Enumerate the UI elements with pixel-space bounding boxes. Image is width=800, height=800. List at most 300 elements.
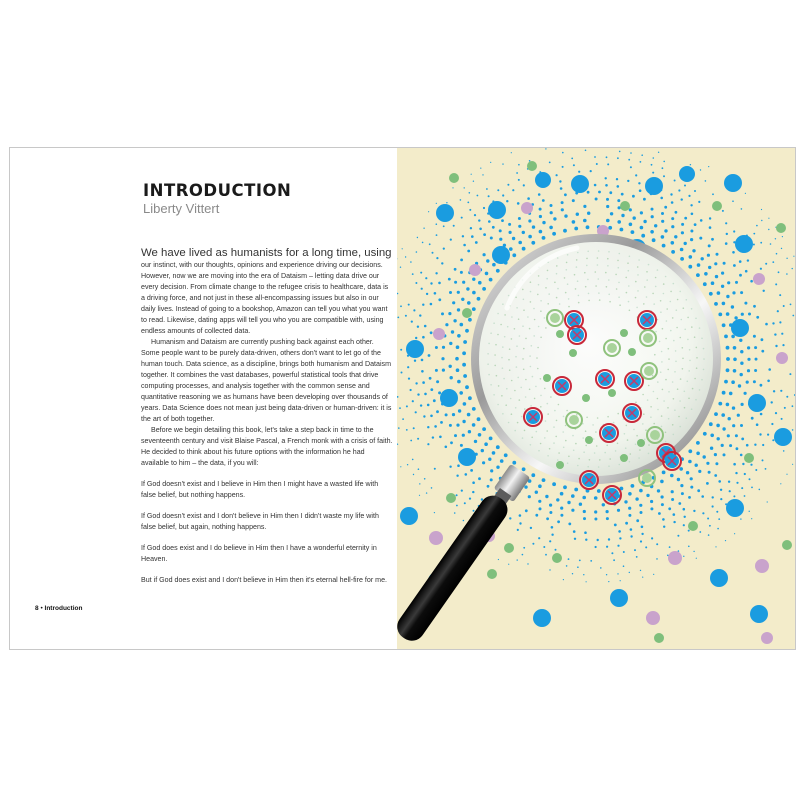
scatter-dot (750, 605, 768, 623)
halo-dot (640, 211, 643, 214)
halo-dot (695, 464, 698, 467)
wager-3: If God does exist and I do believe in Him then I have a wonderful eternity in Heaven. (141, 544, 377, 563)
lens-pattern-dot (675, 350, 677, 352)
halo-dot (488, 458, 491, 461)
halo-dot (482, 461, 485, 464)
halo-dot (400, 267, 401, 268)
halo-dot (641, 154, 643, 156)
lens-pattern-dot (608, 294, 610, 296)
lens-pattern-dot (676, 309, 678, 311)
halo-dot (572, 199, 575, 202)
halo-dot (735, 434, 738, 437)
halo-dot (461, 298, 464, 301)
halo-dot (643, 220, 646, 223)
halo-dot (441, 357, 444, 360)
halo-dot (629, 223, 633, 227)
halo-dot (761, 338, 764, 341)
lens-pattern-dot (595, 285, 597, 287)
lens-pattern-dot (619, 304, 621, 306)
lens-pattern-dot (615, 450, 617, 452)
lens-pattern-dot (587, 466, 589, 468)
lens-pattern-dot (666, 308, 668, 310)
halo-dot (747, 358, 750, 361)
green-point (556, 330, 564, 338)
halo-dot (492, 263, 496, 267)
lens-pattern-dot (522, 358, 524, 360)
halo-dot (608, 538, 610, 540)
lens-pattern-dot (679, 426, 681, 428)
halo-dot (688, 265, 692, 269)
lens-pattern-dot (630, 453, 632, 455)
lens-pattern-dot (701, 379, 703, 381)
lens-pattern-dot (547, 403, 549, 405)
lens-pattern-dot (565, 440, 567, 442)
halo-dot (415, 282, 417, 284)
halo-dot (549, 162, 551, 164)
lens-pattern-dot (530, 366, 532, 368)
halo-dot (740, 518, 741, 519)
halo-dot (594, 496, 598, 500)
paragraph-2: Humanism and Dataism are currently pushing back against each other. Some people want to be purely data-driven, others don't want to let go of the human touch. Data science, as a discipline, brings both humanism and Dataism together. It combines the vast databases, powerful statistical tools that drive computing processes, and analysis together with the common sense and quantitative reasoning we as humans have been developing over thousands of years. Data Science does not mean just being data-driven or human-driven: it is the art of both together. (141, 338, 392, 423)
halo-dot (663, 175, 665, 177)
halo-dot (430, 303, 433, 306)
lens-pattern-dot (682, 368, 684, 370)
halo-dot (483, 233, 486, 236)
halo-dot (471, 174, 472, 175)
lens-glass (479, 242, 713, 476)
halo-dot (631, 484, 635, 488)
halo-dot (708, 471, 711, 474)
lens-pattern-dot (540, 395, 542, 397)
halo-dot (606, 198, 609, 201)
halo-dot (704, 272, 708, 276)
lens-pattern-dot (563, 416, 565, 418)
lens-pattern-dot (585, 445, 587, 447)
halo-dot (574, 488, 578, 492)
lens-pattern-dot (508, 295, 510, 297)
halo-dot (535, 514, 538, 517)
lens-pattern-dot (523, 299, 525, 301)
lens-pattern-dot (673, 340, 675, 342)
lens-pattern-dot (686, 417, 688, 419)
halo-dot (427, 426, 429, 428)
halo-dot (398, 427, 400, 429)
halo-dot (700, 219, 703, 222)
halo-dot (617, 509, 620, 512)
scatter-dot (712, 201, 722, 211)
halo-dot (780, 390, 782, 392)
halo-dot (714, 262, 717, 265)
lens-pattern-dot (703, 358, 705, 360)
halo-dot (457, 308, 460, 311)
lens-pattern-dot (628, 285, 630, 287)
halo-dot (696, 441, 700, 445)
halo-dot (507, 184, 509, 186)
halo-dot (572, 220, 576, 224)
green-point (642, 473, 652, 483)
lens-pattern-dot (674, 371, 676, 373)
halo-dot (651, 215, 654, 218)
halo-dot (629, 208, 632, 211)
halo-dot (574, 538, 576, 540)
halo-dot (449, 342, 452, 345)
halo-dot (660, 197, 663, 200)
halo-dot (684, 185, 686, 187)
halo-dot (723, 453, 726, 456)
green-point (543, 374, 551, 382)
halo-dot (774, 333, 776, 335)
lens-pattern-dot (518, 318, 520, 320)
halo-dot (633, 216, 636, 219)
halo-dot (517, 559, 518, 560)
lens-pattern-dot (674, 409, 676, 411)
halo-dot (490, 237, 493, 240)
scatter-dot (446, 493, 456, 503)
lens-pattern-dot (568, 456, 570, 458)
halo-dot (551, 534, 553, 536)
halo-dot (586, 581, 587, 582)
lens-pattern-dot (556, 273, 558, 275)
halo-dot (508, 223, 511, 226)
lens-pattern-dot (509, 369, 511, 371)
halo-dot (564, 193, 567, 196)
scatter-dot (552, 553, 562, 563)
halo-dot (710, 434, 714, 438)
scatter-dot (753, 273, 765, 285)
halo-dot (568, 558, 570, 560)
halo-dot (560, 492, 564, 496)
halo-dot (542, 236, 546, 240)
halo-dot (681, 198, 683, 200)
halo-dot (753, 335, 756, 338)
lens-pattern-dot (648, 385, 650, 387)
halo-dot (417, 393, 419, 395)
halo-dot (732, 200, 734, 202)
lens-pattern-dot (507, 326, 509, 328)
halo-dot (546, 517, 549, 520)
lens-pattern-dot (665, 338, 667, 340)
halo-dot (583, 517, 586, 520)
lens-pattern-dot (659, 341, 661, 343)
halo-dot (509, 231, 512, 234)
halo-dot (726, 312, 730, 316)
scatter-dot (535, 172, 551, 188)
lens-pattern-dot (597, 257, 599, 259)
paragraph-3: Before we begin detailing this book, let's take a step back in time to the seventeenth century and visit Blaise Pascal, a French monk with a crisis of faith. He decided to think about his future options with the information he had available to him – the data, if you will: (141, 426, 393, 467)
halo-dot (671, 498, 674, 501)
halo-dot (512, 237, 515, 240)
halo-dot (712, 505, 714, 507)
lens-pattern-dot (516, 366, 518, 368)
halo-dot (441, 312, 444, 315)
lens-pattern-dot (636, 435, 638, 437)
halo-dot (478, 281, 482, 285)
halo-dot (709, 525, 711, 527)
lens-pattern-dot (667, 369, 669, 371)
lens-pattern-dot (530, 301, 532, 303)
halo-dot (789, 373, 791, 375)
halo-dot (472, 291, 476, 295)
lens-pattern-dot (576, 414, 578, 416)
halo-dot (412, 400, 414, 402)
halo-dot (519, 522, 521, 524)
halo-dot (545, 495, 548, 498)
lens-pattern-dot (635, 444, 637, 446)
halo-dot (485, 272, 489, 276)
halo-dot (671, 241, 675, 245)
halo-dot (462, 351, 466, 355)
halo-dot (509, 517, 511, 519)
halo-dot (729, 392, 733, 396)
halo-dot (679, 467, 683, 471)
lens-pattern-dot (557, 257, 559, 259)
halo-dot (563, 579, 564, 580)
halo-dot (786, 396, 788, 398)
halo-dot (449, 424, 452, 427)
lens-pattern-dot (618, 282, 620, 284)
lens-pattern-dot (540, 443, 542, 445)
halo-dot (753, 233, 755, 235)
green-point (637, 439, 645, 447)
halo-dot (441, 262, 443, 264)
lens-pattern-dot (679, 400, 681, 402)
halo-dot (429, 243, 431, 245)
halo-dot (454, 268, 457, 271)
halo-dot (488, 195, 490, 197)
green-point (620, 454, 628, 462)
lens-pattern-dot (668, 391, 670, 393)
halo-dot (538, 193, 541, 196)
halo-dot (602, 503, 605, 506)
lens-pattern-dot (661, 361, 663, 363)
halo-dot (482, 427, 486, 431)
halo-dot (697, 263, 701, 267)
halo-dot (573, 530, 576, 533)
halo-dot (545, 554, 547, 556)
scatter-dot (462, 308, 472, 318)
halo-dot (413, 474, 414, 475)
lens-pattern-dot (699, 327, 701, 329)
halo-dot (748, 313, 751, 316)
halo-dot (722, 302, 726, 306)
halo-dot (770, 243, 772, 245)
halo-dot (412, 273, 414, 275)
halo-dot (750, 464, 752, 466)
halo-dot (736, 447, 739, 450)
halo-dot (688, 449, 692, 453)
halo-dot (566, 565, 568, 567)
halo-dot (715, 462, 718, 465)
halo-dot (449, 291, 452, 294)
halo-dot (606, 510, 609, 513)
halo-dot (456, 345, 460, 349)
paragraph-1-rest: our instinct, with our thoughts, opinions and experience driving our decisions. However, now we are moving into the era of Dataism – letting data drive our every decision. From climate change to the refugee crisis to healthcare, data is a driving force, and not just in these all-encompassing issues but also in our daily lives. Instead of going to a bookshop, Amazon can tell you what you want to read. Likewise, dating apps will tell you who you are compatible with, using endless amounts of collected data. (141, 261, 389, 335)
halo-dot (557, 520, 560, 523)
halo-dot (532, 543, 534, 545)
halo-dot (442, 369, 445, 372)
halo-dot (549, 226, 553, 230)
halo-dot (721, 413, 725, 417)
halo-dot (690, 230, 693, 233)
halo-dot (543, 546, 545, 548)
halo-dot (753, 380, 756, 383)
halo-dot (413, 427, 415, 429)
lens-pattern-dot (598, 466, 600, 468)
halo-dot (729, 490, 731, 492)
lens-pattern-dot (637, 274, 639, 276)
scatter-dot (571, 175, 589, 193)
green-point (628, 348, 636, 356)
halo-dot (467, 413, 471, 417)
halo-dot (662, 471, 666, 475)
lens-pattern-dot (537, 347, 539, 349)
halo-dot (617, 220, 621, 224)
lens-pattern-dot (596, 445, 598, 447)
halo-dot (436, 257, 438, 259)
scatter-dot (488, 201, 506, 219)
halo-dot (775, 345, 777, 347)
halo-dot (460, 259, 463, 262)
lens-pattern-dot (576, 259, 578, 261)
lens-pattern-dot (553, 442, 555, 444)
halo-dot (561, 201, 564, 204)
lens-pattern-dot (544, 317, 546, 319)
lens-pattern-dot (547, 303, 549, 305)
halo-dot (728, 417, 731, 420)
lens-pattern-dot (546, 430, 548, 432)
green-point (643, 333, 653, 343)
halo-dot (499, 229, 502, 232)
halo-dot (703, 455, 706, 458)
halo-dot (431, 487, 433, 489)
halo-dot (693, 510, 695, 512)
halo-dot (651, 164, 653, 166)
wager-2: If God doesn't exist and I don't believe in Him then I didn't waste my life with false belief, but again, nothing happens. (141, 512, 379, 531)
halo-dot (727, 434, 730, 437)
lens-pattern-dot (511, 413, 513, 415)
halo-dot (456, 475, 458, 477)
halo-dot (434, 512, 435, 513)
scatter-dot (724, 174, 742, 192)
halo-dot (733, 230, 735, 232)
halo-dot (532, 225, 535, 228)
halo-dot (762, 459, 764, 461)
lens-pattern-dot (537, 368, 539, 370)
halo-dot (405, 256, 406, 257)
halo-dot (744, 473, 746, 475)
halo-dot (740, 291, 743, 294)
halo-dot (549, 569, 550, 570)
halo-dot (688, 546, 690, 548)
lens-pattern-dot (606, 445, 608, 447)
halo-dot (782, 344, 784, 346)
halo-dot (397, 293, 398, 295)
halo-dot (716, 424, 720, 428)
halo-dot (461, 490, 463, 492)
lens-pattern-dot (657, 398, 659, 400)
halo-dot (465, 385, 469, 389)
halo-dot (718, 480, 721, 483)
halo-dot (792, 429, 794, 431)
halo-dot (463, 374, 467, 378)
halo-dot (610, 212, 613, 215)
halo-dot (519, 514, 522, 517)
halo-dot (400, 466, 401, 467)
lens-pattern-dot (635, 402, 637, 404)
halo-dot (436, 203, 437, 204)
halo-dot (632, 195, 635, 198)
halo-dot (635, 174, 637, 176)
halo-dot (563, 229, 567, 233)
halo-dot (733, 463, 736, 466)
halo-dot (627, 180, 629, 182)
lens-pattern-dot (497, 334, 499, 336)
halo-dot (708, 166, 709, 167)
halo-dot (662, 244, 666, 248)
halo-dot (549, 511, 552, 514)
green-point (644, 366, 654, 376)
halo-dot (691, 213, 694, 216)
lens-pattern-dot (643, 303, 645, 305)
lens-pattern-dot (639, 449, 641, 451)
halo-dot (525, 509, 528, 512)
halo-dot (680, 484, 683, 487)
lens-pattern-dot (617, 443, 619, 445)
halo-dot (606, 546, 608, 548)
halo-dot (445, 446, 448, 449)
halo-dot (463, 340, 467, 344)
halo-dot (528, 235, 532, 239)
halo-dot (400, 305, 402, 307)
halo-dot (740, 373, 743, 376)
halo-dot (641, 533, 643, 535)
halo-dot (636, 519, 639, 522)
lens-pattern-dot (678, 416, 680, 418)
halo-dot (453, 225, 455, 227)
halo-dot (490, 469, 493, 472)
lens-pattern-dot (549, 448, 551, 450)
halo-dot (617, 573, 618, 574)
halo-dot (760, 242, 762, 244)
halo-dot (646, 494, 649, 497)
halo-dot (726, 346, 730, 350)
halo-dot (790, 304, 792, 306)
halo-dot (415, 382, 417, 384)
halo-dot (722, 323, 726, 327)
lens-pattern-dot (502, 413, 504, 415)
halo-dot (658, 512, 661, 515)
halo-dot (410, 440, 412, 442)
green-point (585, 436, 593, 444)
lens-pattern-dot (588, 293, 590, 295)
halo-dot (792, 464, 793, 465)
halo-dot (438, 391, 441, 394)
halo-dot (423, 415, 425, 417)
halo-dot (463, 402, 467, 406)
halo-dot (472, 307, 476, 311)
halo-dot (475, 241, 478, 244)
lens-pattern-dot (540, 337, 542, 339)
lens-pattern-dot (595, 431, 597, 433)
halo-dot (670, 193, 672, 195)
lens-pattern-dot (605, 272, 607, 274)
halo-dot (517, 529, 519, 531)
halo-dot (782, 236, 783, 237)
lens-pattern-dot (696, 357, 698, 359)
lens-pattern-dot (568, 298, 570, 300)
scatter-dot (688, 521, 698, 531)
halo-dot (714, 453, 717, 456)
